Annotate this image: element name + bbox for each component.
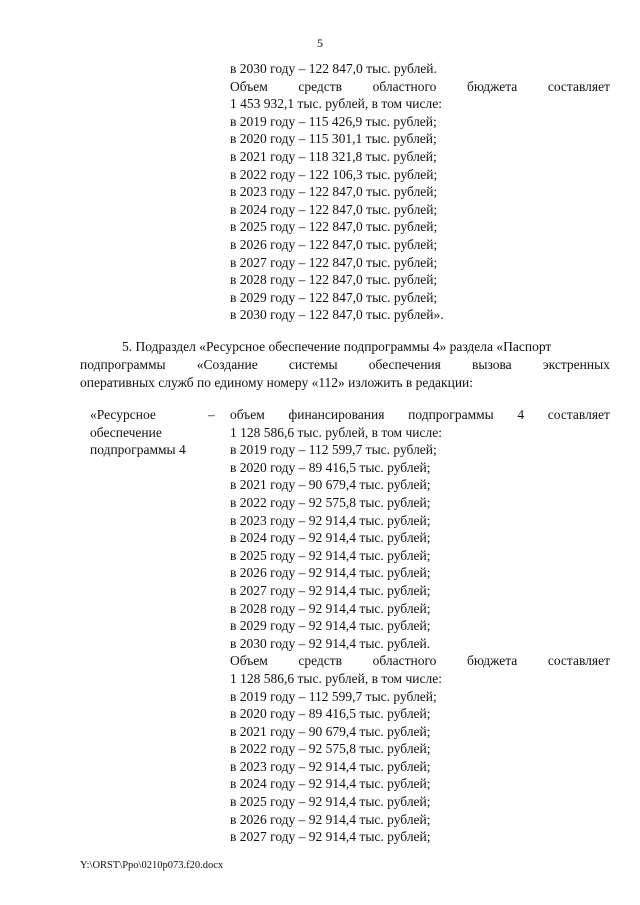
paragraph-line [80,356,610,374]
year-line: в 2021 году – 90 679,4 тыс. рублей; [230,477,431,493]
label-line: «Ресурсное [90,407,156,422]
year-line: в 2027 году – 122 847,0 тыс. рублей; [230,254,438,270]
year-line: в 2020 году – 89 416,5 тыс. рублей; [230,706,431,722]
year-line: в 2028 году – 122 847,0 тыс. рублей; [230,272,438,288]
word: областного [372,653,437,669]
year-line: в 2025 году – 92 914,4 тыс. рублей; [230,794,431,810]
word: Объем [230,653,268,669]
year-line: в 2019 году – 115 426,9 тыс. рублей; [230,113,437,129]
word: средств [298,653,343,669]
year-line: в 2024 году – 122 847,0 тыс. рублей; [230,201,438,217]
year-line: в 2021 году – 90 679,4 тыс. рублей; [230,723,431,739]
page-number: 5 [317,36,323,50]
budget-heading-line [230,78,610,96]
word: экстренных [542,357,610,372]
year-line: в 2022 году – 92 575,8 тыс. рублей; [230,494,431,510]
word: объем [230,407,265,422]
year-line: в 2024 году – 92 914,4 тыс. рублей; [230,530,431,546]
word: 4 [517,407,525,422]
year-line: в 2019 году – 112 599,7 тыс. рублей; [230,688,437,704]
word: Объем [230,78,268,94]
year-line: в 2030 году – 92 914,4 тыс. рублей. [230,635,431,651]
paragraph-line: оперативных служб по единому номеру «112» изложить в редакции: [80,375,474,390]
year-line: в 2023 году – 92 914,4 тыс. рублей; [230,512,431,528]
word: бюджета [466,78,518,94]
year-line: в 2024 году – 92 914,4 тыс. рублей; [230,776,431,792]
year-line: в 2025 году – 122 847,0 тыс. рублей; [230,219,438,235]
word: бюджета [466,653,518,669]
year-line: в 2028 году – 92 914,4 тыс. рублей; [230,600,431,616]
year-line: в 2021 году – 118 321,8 тыс. рублей; [230,148,437,164]
financing-intro-line [230,406,610,424]
label-line: обеспечение [90,424,162,440]
year-line: в 2030 году – 122 847,0 тыс. рублей». [230,307,444,323]
word: «Создание [196,357,258,372]
word: системы [288,357,338,372]
year-line: в 2029 году – 122 847,0 тыс. рублей; [230,289,438,305]
year-line: в 2029 году – 92 914,4 тыс. рублей; [230,618,431,634]
year-line: в 2022 году – 92 575,8 тыс. рублей; [230,741,431,757]
budget-total: 1 128 586,6 тыс. рублей, в том числе: [230,670,442,686]
year-line: в 2020 году – 115 301,1 тыс. рублей; [230,131,437,147]
label-line: подпрограммы 4 [90,442,186,458]
year-line: в 2027 году – 92 914,4 тыс. рублей; [230,582,431,598]
file-path-footer: Y:\ORST\Ppo\0210p073.f20.docx [80,860,224,871]
word: подпрограммы [80,357,166,372]
paragraph-line: 5. Подраздел «Ресурсное обеспечение подпрограммы 4» раздела «Паспорт [122,339,552,354]
word: областного [372,78,437,94]
year-line: в 2025 году – 92 914,4 тыс. рублей; [230,547,431,563]
financing-block [230,406,610,846]
word: средств [298,78,343,94]
word: обеспечения [368,357,441,372]
year-line: в 2026 году – 92 914,4 тыс. рублей; [230,565,431,581]
word: составляет [547,78,610,94]
year-line: в 2027 году – 92 914,4 тыс. рублей; [230,829,431,845]
top-block [230,60,610,324]
word: финансирования [288,407,385,422]
year-line: в 2026 году – 92 914,4 тыс. рублей; [230,811,431,827]
year-line: в 2023 году – 92 914,4 тыс. рублей; [230,758,431,774]
word: составляет [547,407,610,422]
word: вызова [472,357,512,372]
year-line: в 2019 году – 112 599,7 тыс. рублей; [230,442,437,458]
budget-heading-line [230,652,610,670]
word: составляет [547,653,610,669]
word: подпрограммы [408,407,494,422]
year-line: в 2022 году – 122 106,3 тыс. рублей; [230,166,438,182]
budget-total: 1 453 932,1 тыс. рублей, в том числе: [230,96,442,112]
financing-total: 1 128 586,6 тыс. рублей, в том числе: [230,424,442,440]
text-line: в 2030 году – 122 847,0 тыс. рублей. [230,61,437,76]
paragraph-5 [80,338,610,392]
year-line: в 2023 году – 122 847,0 тыс. рублей; [230,184,438,200]
label-dash: – [208,407,215,422]
year-line: в 2026 году – 122 847,0 тыс. рублей; [230,236,438,252]
year-line: в 2020 году – 89 416,5 тыс. рублей; [230,459,431,475]
